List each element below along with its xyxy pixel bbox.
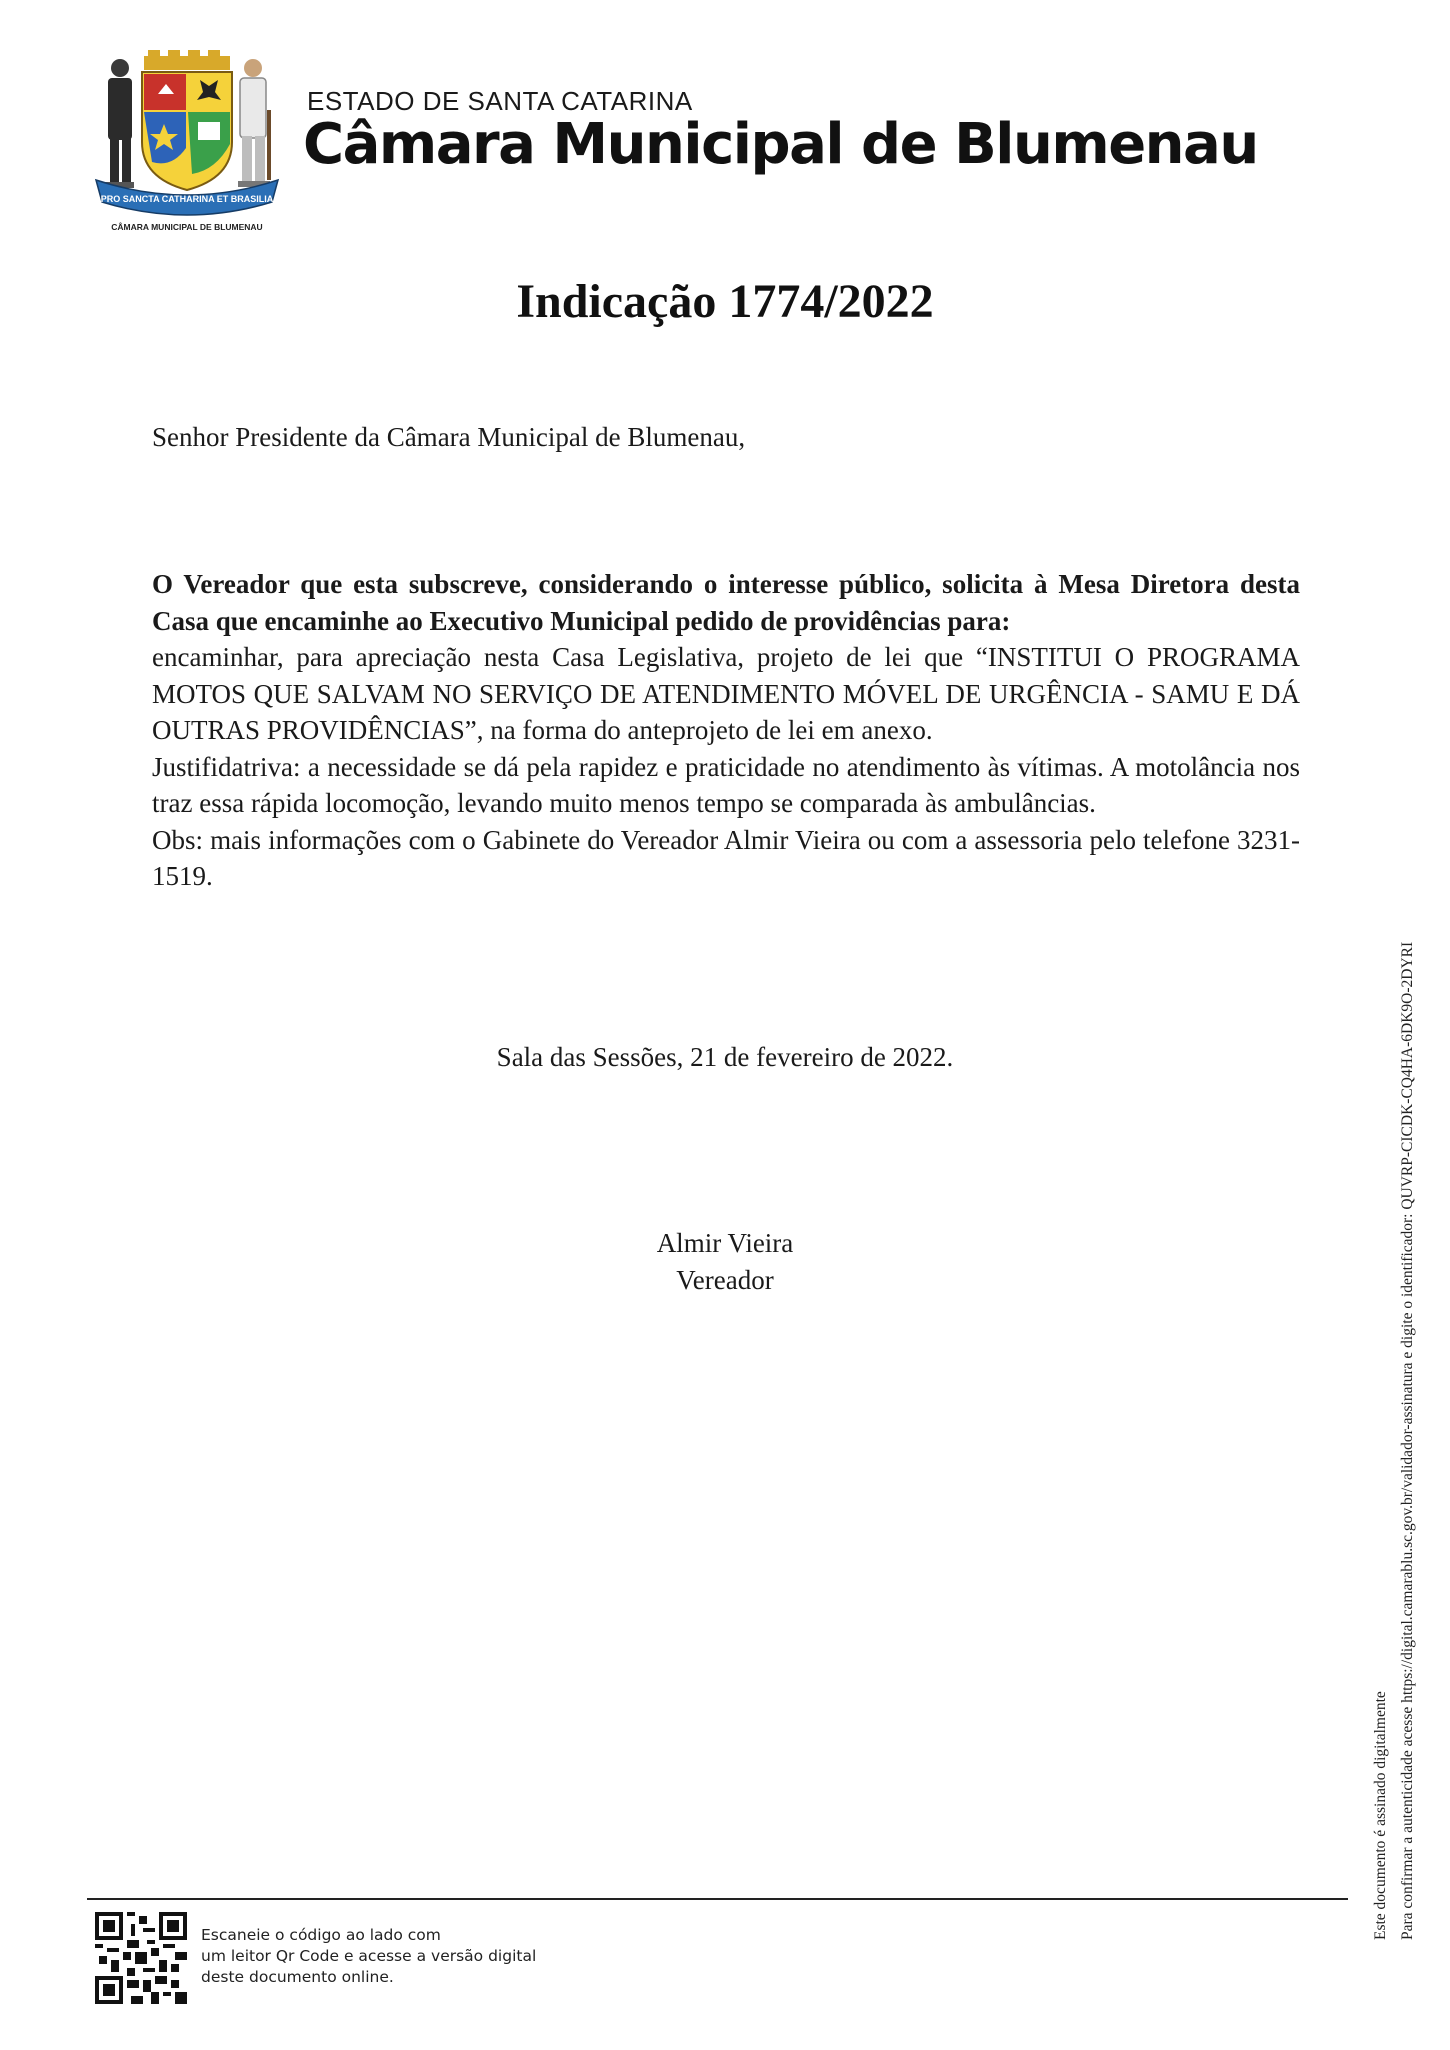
crest-caption: CÂMARA MUNICIPAL DE BLUMENAU [111,222,263,232]
qr-instructions-line3: deste documento online. [201,1968,394,1986]
digital-signature-note [1367,942,1421,1940]
qr-instructions-line2: um leitor Qr Code e acesse a versão digital [201,1947,537,1965]
crest-crown [144,50,230,70]
crest-right-figure [238,59,271,187]
signature-note-line2: Para confirmar a autenticidade acesse https://digital.camarablu.sc.gov.br/validador-assinatura e digite o identificador: QUVRP-CICDK-CQ4HA-6DK9O-2DYRI [1399,941,1416,1940]
salutation: Senhor Presidente da Câmara Municipal de Blumenau, [152,422,746,452]
signature-note-line1: Este documento é assinado digitalmente [1372,1691,1389,1940]
observation-paragraph: Obs: mais informações com o Gabinete do Vereador Almir Vieira ou com a assessoria pelo telefone 3231-1519. [152,824,1300,891]
qr-instructions [201,1925,536,1988]
intro-paragraph: O Vereador que esta subscreve, considerando o interesse público, solicita à Mesa Diretora desta Casa que encaminhe ao Executivo Municipal pedido de providências para: [152,569,1300,636]
crest-left-figure [104,59,134,188]
svg-text:PRO SANCTA CATHARINA ET BRASIL: PRO SANCTA CATHARINA ET BRASILIA [100,194,274,204]
qr-code-icon [95,1912,187,2004]
place-date: Sala das Sessões, 21 de fevereiro de 2022. [496,1042,954,1072]
footer-divider [87,1898,1348,1900]
document-body [152,566,1300,895]
header-institution-name: Câmara Municipal de Blumenau [303,112,1258,177]
signer-role: Vereador [676,1265,774,1295]
justification-paragraph: Justifidatriva: a necessidade se dá pela rapidez e praticidade no atendimento às vítimas. A motolância nos traz essa rápida locomoção, levando muito menos tempo se comparada às ambulâncias. [152,751,1300,818]
signer-name: Almir Vieira [656,1228,794,1258]
header-state: ESTADO DE SANTA CATARINA [307,86,693,116]
signature-block [0,1225,1450,1299]
qr-instructions-line1: Escaneie o código ao lado com [201,1926,441,1944]
document-title: Indicação 1774/2022 [516,275,934,328]
municipal-crest-logo [92,50,282,235]
request-paragraph: encaminhar, para apreciação nesta Casa Legislativa, projeto de lei que “INSTITUI O PROGRAMA MOTOS QUE SALVAM NO SERVIÇO DE ATENDIMENTO MÓVEL DE URGÊNCIA - SAMU E DÁ OUTRAS PROVIDÊNCIAS”, na forma do anteprojeto de lei em anexo. [152,642,1300,745]
crest-shield [142,72,232,190]
